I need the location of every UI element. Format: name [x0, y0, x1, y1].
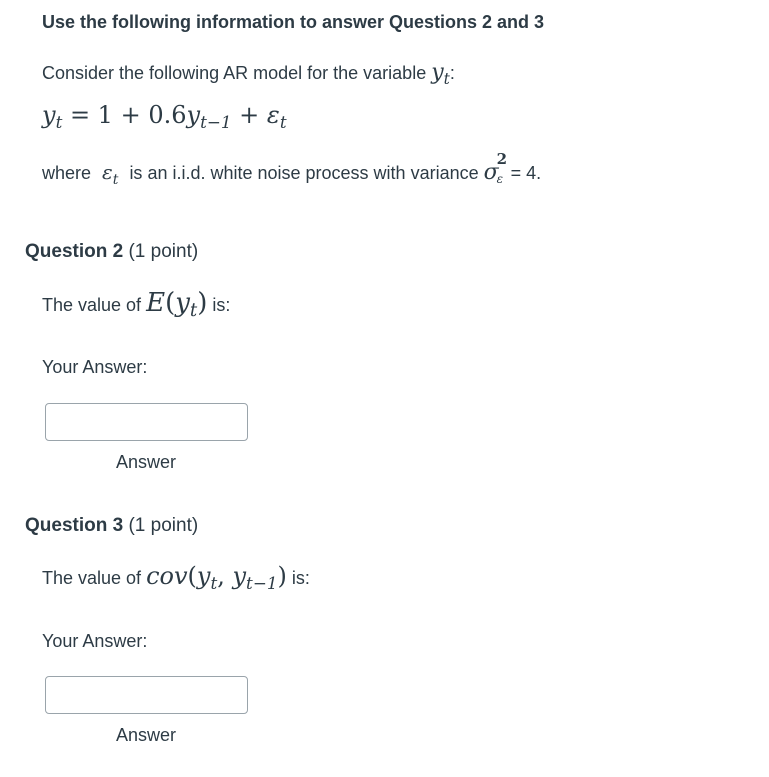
ar-equation: $y_t = 1 + 0.6y_{t-1} + \varepsilon_t$ — [42, 101, 287, 132]
model-prefix: Consider the following AR model for the variable — [42, 63, 427, 83]
question-3-your-answer-label: Your Answer: — [42, 631, 148, 651]
question-3-answer-input[interactable] — [45, 676, 248, 714]
question-2-your-answer-label: Your Answer: — [42, 357, 148, 377]
sigma-squared: σ 2 ε — [483, 150, 508, 186]
error-term: $\varepsilon_t$ — [102, 160, 119, 188]
question-3-prompt: The value of $cov(y_t$, $y_{t-1}$) is: — [42, 562, 310, 593]
question-2-expression: $E(y_t)$ — [146, 288, 208, 321]
question-2-answer-caption: Answer — [116, 452, 177, 472]
variance-description: where $\varepsilon_t$ is an i.i.d. white noise process with variance σ 2 ε = 4. — [42, 150, 542, 188]
question-3-answer-caption: Answer — [116, 725, 177, 745]
section-heading: Use the following information to answer Questions 2 and 3 — [42, 12, 545, 32]
model-variable: $y_t$ — [431, 60, 450, 88]
question-3-expression: $cov(y_t$, $y_{t-1}$) — [146, 562, 287, 593]
question-3-title: Question 3 (1 point) — [25, 515, 199, 536]
question-2-answer-input[interactable] — [45, 403, 248, 441]
question-2-prompt: The value of $E(y_t)$ is: — [42, 288, 231, 321]
question-2-title: Question 2 (1 point) — [25, 241, 199, 262]
model-description — [42, 60, 455, 88]
model-suffix: : — [449, 63, 455, 83]
